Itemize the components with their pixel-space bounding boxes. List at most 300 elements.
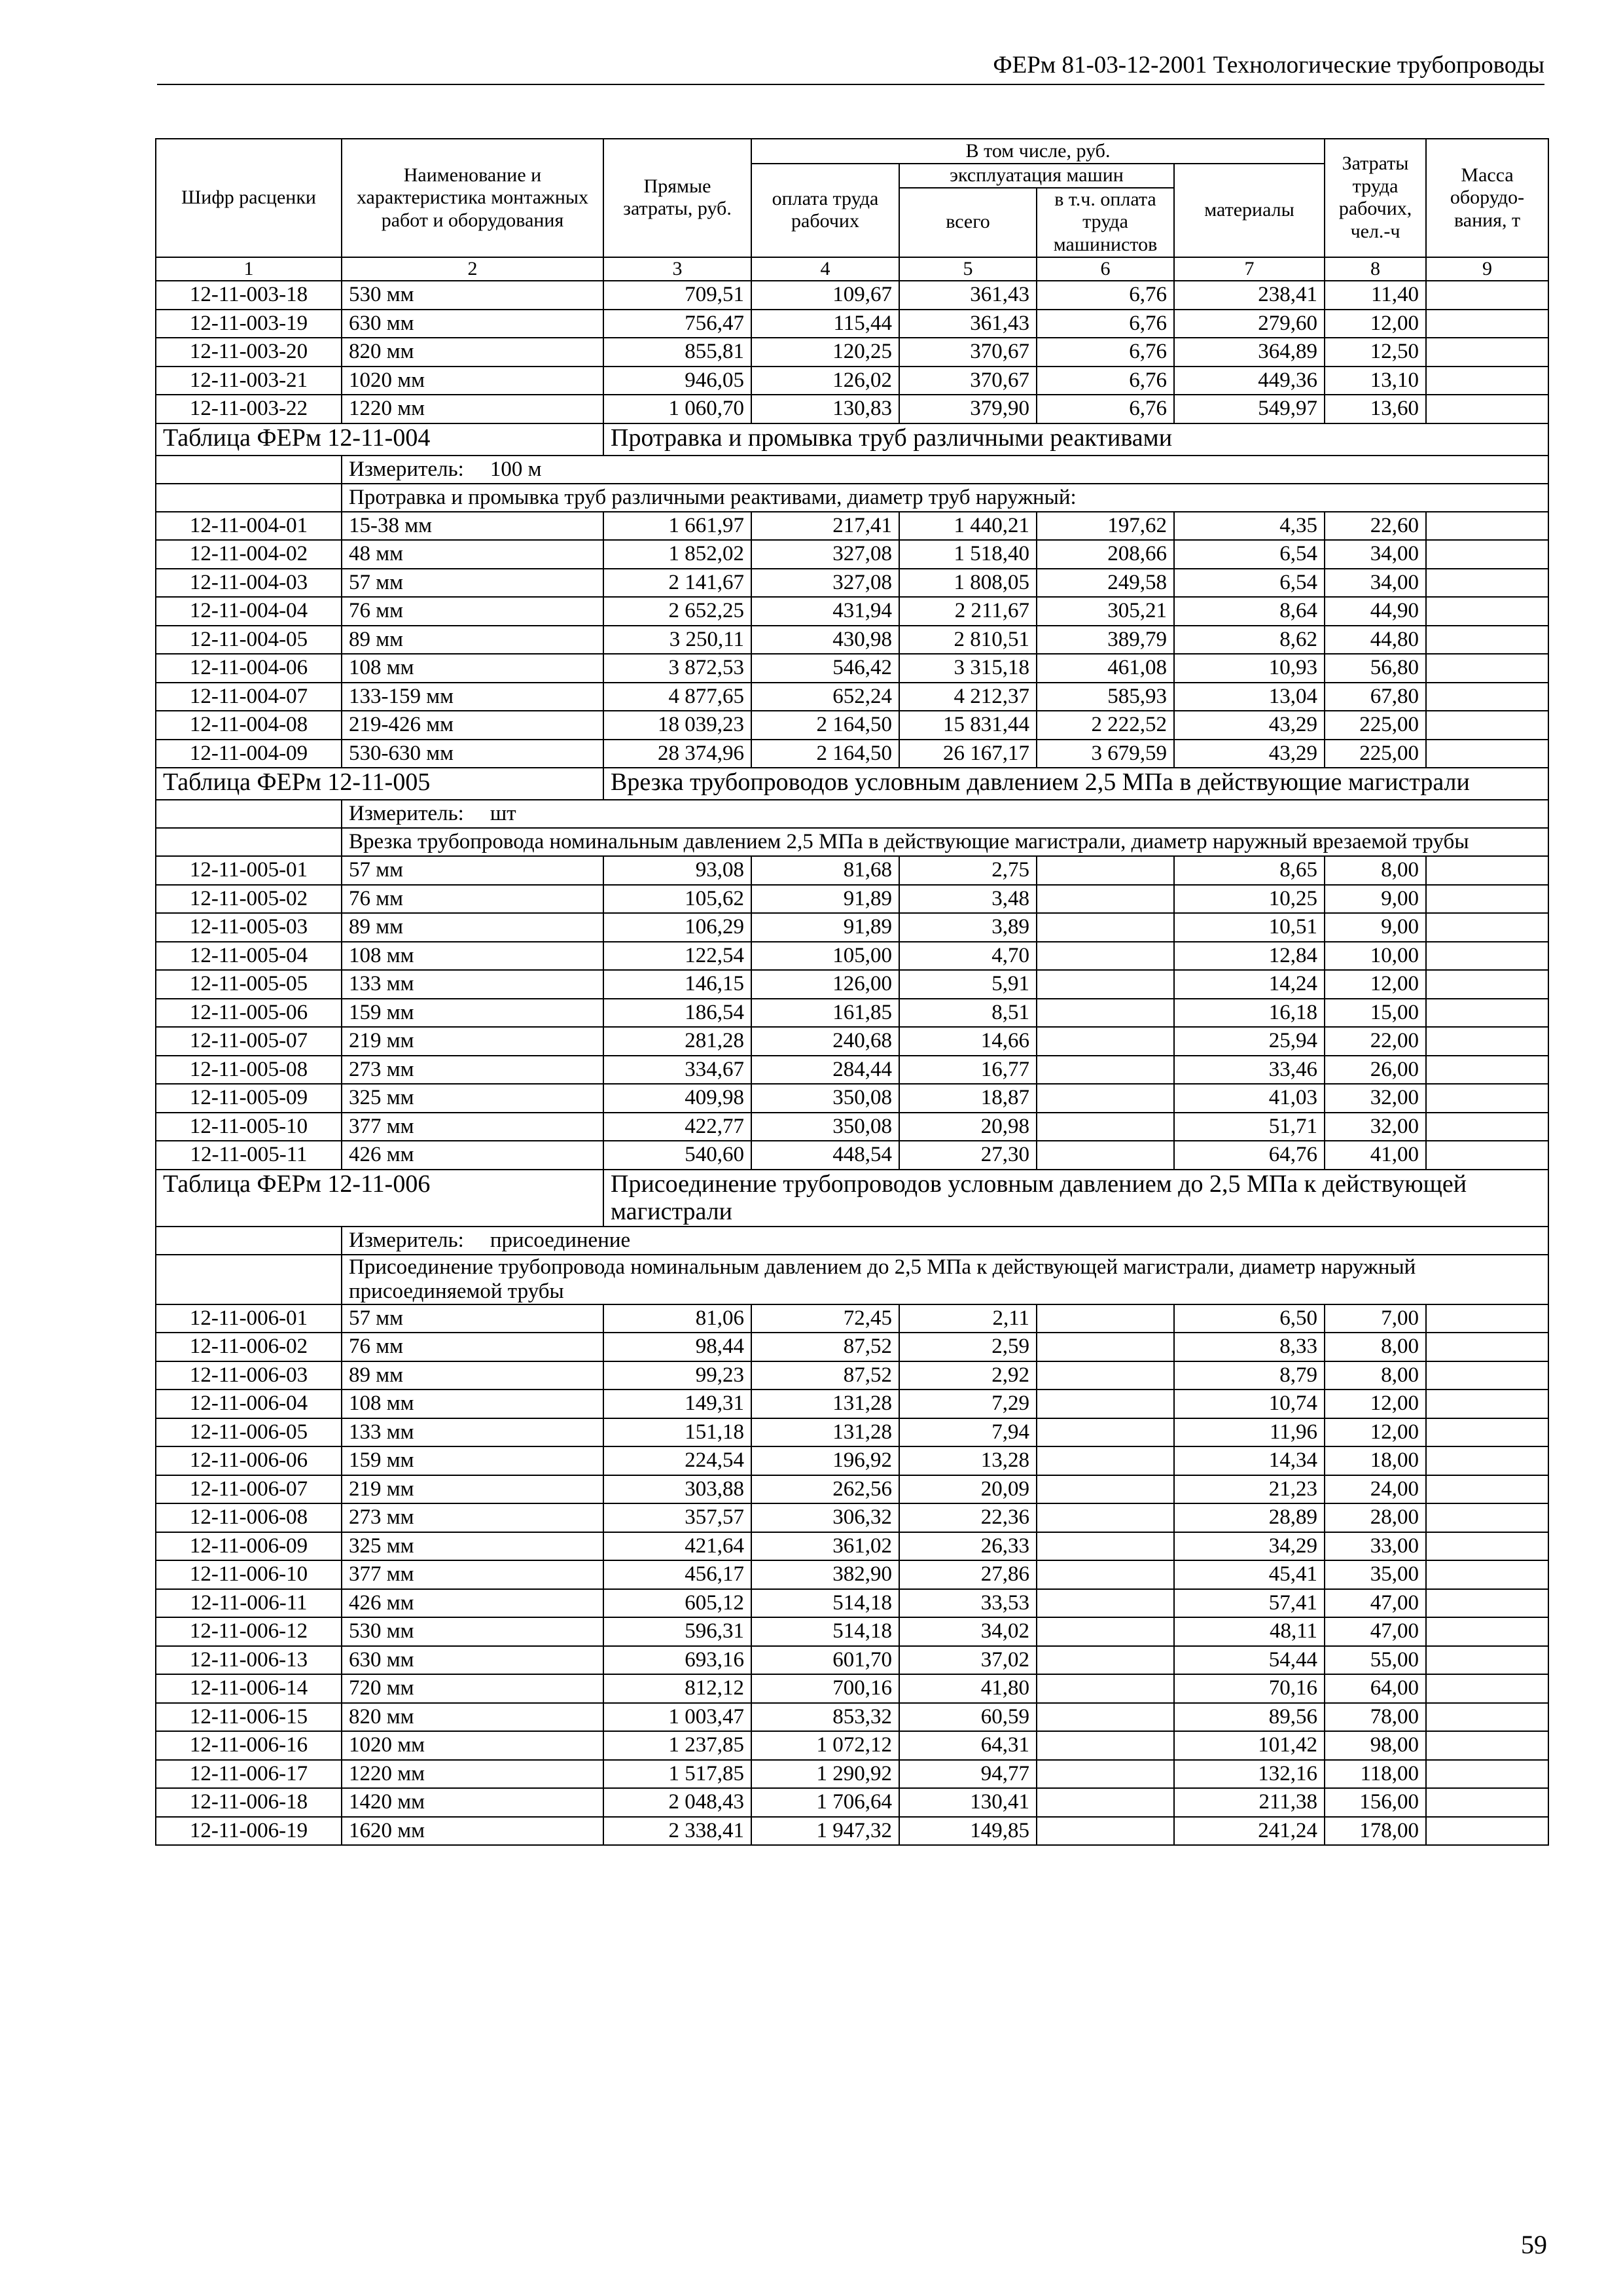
col-labor-cost-header: Затраты труда рабочих, чел.-ч [1325, 139, 1426, 257]
cell-name: 57 мм [342, 569, 603, 598]
cell-machinists [1037, 1141, 1174, 1170]
cell-total: 60,59 [899, 1703, 1037, 1732]
table-row [156, 1141, 1548, 1170]
cell-machinists [1037, 970, 1174, 999]
cell-materials: 211,38 [1174, 1788, 1325, 1817]
cell-code: 12-11-003-20 [156, 338, 342, 367]
cell-machinists [1037, 999, 1174, 1028]
cell-code: 12-11-005-02 [156, 885, 342, 914]
cell-labor: 105,00 [751, 942, 899, 971]
cell-mass [1426, 885, 1548, 914]
cell-direct: 146,15 [603, 970, 751, 999]
cell-materials: 6,54 [1174, 569, 1325, 598]
cell-mass [1426, 1056, 1548, 1085]
cell-machinists [1037, 1646, 1174, 1675]
cell-materials: 43,29 [1174, 740, 1325, 768]
cell-hours: 12,00 [1325, 970, 1426, 999]
description-text: Врезка трубопровода номинальным давлением 2,5 МПа в действующие магистрали, диаметр наружный врезаемой трубы [342, 828, 1548, 856]
cell-name: 273 мм [342, 1056, 603, 1085]
cell-hours: 15,00 [1325, 999, 1426, 1028]
cell-machinists: 6,76 [1037, 338, 1174, 367]
cell-hours: 225,00 [1325, 711, 1426, 740]
section-measure [156, 456, 1548, 484]
column-number: 8 [1325, 257, 1426, 281]
cell-direct: 281,28 [603, 1027, 751, 1056]
cell-hours: 12,50 [1325, 338, 1426, 367]
cell-total: 64,31 [899, 1731, 1037, 1760]
cell-name: 219 мм [342, 1027, 603, 1056]
cell-machinists [1037, 1760, 1174, 1789]
cell-hours: 32,00 [1325, 1084, 1426, 1113]
measure-spacer [156, 456, 342, 484]
cell-total: 7,94 [899, 1418, 1037, 1447]
cell-materials: 21,23 [1174, 1475, 1325, 1504]
cell-total: 4 212,37 [899, 683, 1037, 711]
cell-mass [1426, 395, 1548, 423]
cell-mass [1426, 970, 1548, 999]
measure-value: шт [490, 802, 516, 826]
col-direct-header: Прямые затраты, руб. [603, 139, 751, 257]
cell-machinists [1037, 1589, 1174, 1618]
table-row [156, 310, 1548, 338]
table-row [156, 1333, 1548, 1361]
cell-direct: 1 661,97 [603, 512, 751, 541]
cell-labor: 126,00 [751, 970, 899, 999]
cell-hours: 22,00 [1325, 1027, 1426, 1056]
table-row [156, 654, 1548, 683]
cell-labor: 262,56 [751, 1475, 899, 1504]
cell-labor: 1 947,32 [751, 1817, 899, 1846]
table-row [156, 1361, 1548, 1390]
cell-name: 15-38 мм [342, 512, 603, 541]
cell-direct: 18 039,23 [603, 711, 751, 740]
table-row [156, 395, 1548, 423]
section-measure [156, 1227, 1548, 1255]
cell-mass [1426, 1617, 1548, 1646]
cell-machinists [1037, 1446, 1174, 1475]
cell-name: 48 мм [342, 540, 603, 569]
cell-hours: 8,00 [1325, 1333, 1426, 1361]
cell-materials: 10,93 [1174, 654, 1325, 683]
cell-labor: 514,18 [751, 1589, 899, 1618]
measure-cell [342, 800, 1548, 828]
cell-machinists: 249,58 [1037, 569, 1174, 598]
cell-total: 361,43 [899, 310, 1037, 338]
cell-labor: 217,41 [751, 512, 899, 541]
page-number: 59 [1521, 2230, 1547, 2259]
cell-direct: 605,12 [603, 1589, 751, 1618]
section-title: Присоединение трубопроводов условным давлением до 2,5 МПа к действующей магистрали [603, 1170, 1548, 1227]
cell-name: 108 мм [342, 942, 603, 971]
table-row [156, 740, 1548, 768]
cell-code: 12-11-006-09 [156, 1532, 342, 1561]
cell-name: 219 мм [342, 1475, 603, 1504]
cell-hours: 7,00 [1325, 1304, 1426, 1333]
cell-name: 1020 мм [342, 367, 603, 395]
cell-mass [1426, 1361, 1548, 1390]
cell-name: 133-159 мм [342, 683, 603, 711]
cell-total: 16,77 [899, 1056, 1037, 1085]
cell-mass [1426, 999, 1548, 1028]
table-row [156, 970, 1548, 999]
section-code: Таблица ФЕРм 12-11-005 [156, 768, 603, 800]
cell-hours: 12,00 [1325, 310, 1426, 338]
cell-direct: 106,29 [603, 913, 751, 942]
description-spacer [156, 1255, 342, 1304]
cell-materials: 48,11 [1174, 1617, 1325, 1646]
cell-materials: 132,16 [1174, 1760, 1325, 1789]
cell-hours: 44,80 [1325, 626, 1426, 655]
cell-total: 27,30 [899, 1141, 1037, 1170]
cell-name: 133 мм [342, 1418, 603, 1447]
cell-direct: 756,47 [603, 310, 751, 338]
cell-total: 1 518,40 [899, 540, 1037, 569]
cell-labor: 361,02 [751, 1532, 899, 1561]
cell-machinists: 305,21 [1037, 597, 1174, 626]
table-row [156, 1788, 1548, 1817]
cell-mass [1426, 1084, 1548, 1113]
section-description [156, 484, 1548, 512]
cell-name: 530-630 мм [342, 740, 603, 768]
cell-hours: 64,00 [1325, 1674, 1426, 1703]
cell-labor: 131,28 [751, 1418, 899, 1447]
cell-name: 530 мм [342, 281, 603, 310]
measure-value: присоединение [490, 1228, 631, 1252]
cell-labor: 284,44 [751, 1056, 899, 1085]
cell-name: 630 мм [342, 310, 603, 338]
measure-spacer [156, 1227, 342, 1255]
cell-direct: 1 060,70 [603, 395, 751, 423]
table-row [156, 885, 1548, 914]
cell-mass [1426, 540, 1548, 569]
cell-code: 12-11-006-07 [156, 1475, 342, 1504]
cell-materials: 33,46 [1174, 1056, 1325, 1085]
cell-code: 12-11-004-06 [156, 654, 342, 683]
cell-mass [1426, 913, 1548, 942]
cell-total: 8,51 [899, 999, 1037, 1028]
column-number: 3 [603, 257, 751, 281]
cell-direct: 540,60 [603, 1141, 751, 1170]
cell-code: 12-11-006-18 [156, 1788, 342, 1817]
cell-materials: 8,65 [1174, 856, 1325, 885]
table-row [156, 1113, 1548, 1141]
cell-labor: 448,54 [751, 1141, 899, 1170]
cell-materials: 8,33 [1174, 1333, 1325, 1361]
cell-direct: 28 374,96 [603, 740, 751, 768]
table-header [156, 139, 1548, 281]
column-number: 2 [342, 257, 603, 281]
cell-mass [1426, 1532, 1548, 1561]
cell-total: 2,92 [899, 1361, 1037, 1390]
cell-hours: 56,80 [1325, 654, 1426, 683]
cell-code: 12-11-005-08 [156, 1056, 342, 1085]
table-row [156, 1560, 1548, 1589]
cell-hours: 178,00 [1325, 1817, 1426, 1846]
cell-direct: 2 048,43 [603, 1788, 751, 1817]
col-mass-header: Масса оборудо-вания, т [1426, 139, 1548, 257]
cell-total: 5,91 [899, 970, 1037, 999]
cell-code: 12-11-006-08 [156, 1503, 342, 1532]
cell-machinists [1037, 1731, 1174, 1760]
cell-direct: 357,57 [603, 1503, 751, 1532]
column-numbers-row [156, 257, 1548, 281]
cell-hours: 9,00 [1325, 913, 1426, 942]
cell-name: 1220 мм [342, 1760, 603, 1789]
cell-code: 12-11-005-11 [156, 1141, 342, 1170]
cell-direct: 122,54 [603, 942, 751, 971]
cell-hours: 47,00 [1325, 1617, 1426, 1646]
cell-machinists [1037, 913, 1174, 942]
cell-name: 89 мм [342, 626, 603, 655]
cell-hours: 12,00 [1325, 1418, 1426, 1447]
cell-total: 2,11 [899, 1304, 1037, 1333]
column-number: 7 [1174, 257, 1325, 281]
cell-code: 12-11-006-03 [156, 1361, 342, 1390]
cell-machinists [1037, 856, 1174, 885]
cell-code: 12-11-006-15 [156, 1703, 342, 1732]
cell-labor: 240,68 [751, 1027, 899, 1056]
cell-direct: 1 237,85 [603, 1731, 751, 1760]
cell-direct: 2 652,25 [603, 597, 751, 626]
column-number: 6 [1037, 257, 1174, 281]
cell-hours: 78,00 [1325, 1703, 1426, 1732]
cell-materials: 549,97 [1174, 395, 1325, 423]
cell-total: 20,09 [899, 1475, 1037, 1504]
cell-machinists [1037, 1703, 1174, 1732]
table-row [156, 367, 1548, 395]
cell-labor: 1 072,12 [751, 1731, 899, 1760]
section-title: Протравка и промывка труб различными реактивами [603, 423, 1548, 456]
cell-labor: 2 164,50 [751, 711, 899, 740]
cell-name: 219-426 мм [342, 711, 603, 740]
cell-name: 159 мм [342, 999, 603, 1028]
cell-direct: 81,06 [603, 1304, 751, 1333]
cell-mass [1426, 310, 1548, 338]
cell-hours: 41,00 [1325, 1141, 1426, 1170]
cell-materials: 101,42 [1174, 1731, 1325, 1760]
cell-name: 720 мм [342, 1674, 603, 1703]
table-row [156, 1418, 1548, 1447]
column-number: 4 [751, 257, 899, 281]
cell-total: 18,87 [899, 1084, 1037, 1113]
description-spacer [156, 484, 342, 512]
cell-direct: 93,08 [603, 856, 751, 885]
cell-machinists: 197,62 [1037, 512, 1174, 541]
cell-code: 12-11-006-01 [156, 1304, 342, 1333]
cell-materials: 8,79 [1174, 1361, 1325, 1390]
cell-hours: 8,00 [1325, 1361, 1426, 1390]
cell-labor: 853,32 [751, 1703, 899, 1732]
cell-direct: 4 877,65 [603, 683, 751, 711]
cell-hours: 225,00 [1325, 740, 1426, 768]
cell-mass [1426, 512, 1548, 541]
cell-mass [1426, 1141, 1548, 1170]
cell-total: 370,67 [899, 367, 1037, 395]
table-row [156, 1390, 1548, 1418]
cell-code: 12-11-006-16 [156, 1731, 342, 1760]
cell-machinists [1037, 1390, 1174, 1418]
table-row [156, 1817, 1548, 1846]
cell-hours: 13,10 [1325, 367, 1426, 395]
cell-labor: 350,08 [751, 1084, 899, 1113]
cell-materials: 54,44 [1174, 1646, 1325, 1675]
cell-total: 2,59 [899, 1333, 1037, 1361]
cell-materials: 34,29 [1174, 1532, 1325, 1561]
cell-materials: 89,56 [1174, 1703, 1325, 1732]
cell-code: 12-11-005-06 [156, 999, 342, 1028]
cell-machinists [1037, 1113, 1174, 1141]
cell-hours: 22,60 [1325, 512, 1426, 541]
cell-mass [1426, 1674, 1548, 1703]
cell-mass [1426, 1760, 1548, 1789]
cell-hours: 32,00 [1325, 1113, 1426, 1141]
table-row [156, 1760, 1548, 1789]
table-row [156, 569, 1548, 598]
cell-mass [1426, 654, 1548, 683]
cell-mass [1426, 942, 1548, 971]
cell-name: 1420 мм [342, 1788, 603, 1817]
cell-mass [1426, 1589, 1548, 1618]
table-row [156, 711, 1548, 740]
cell-mass [1426, 1703, 1548, 1732]
cell-machinists [1037, 1788, 1174, 1817]
cell-materials: 6,54 [1174, 540, 1325, 569]
table-row [156, 1503, 1548, 1532]
table-row [156, 1056, 1548, 1085]
cell-code: 12-11-006-10 [156, 1560, 342, 1589]
cell-machinists [1037, 1617, 1174, 1646]
table-row [156, 999, 1548, 1028]
cell-machinists [1037, 1361, 1174, 1390]
cell-code: 12-11-003-22 [156, 395, 342, 423]
cell-machinists [1037, 1027, 1174, 1056]
cell-labor: 109,67 [751, 281, 899, 310]
table-row [156, 338, 1548, 367]
cell-mass [1426, 1646, 1548, 1675]
cell-total: 3,48 [899, 885, 1037, 914]
cell-total: 2 211,67 [899, 597, 1037, 626]
cell-name: 1020 мм [342, 1731, 603, 1760]
cell-direct: 105,62 [603, 885, 751, 914]
cell-materials: 238,41 [1174, 281, 1325, 310]
cell-materials: 25,94 [1174, 1027, 1325, 1056]
cell-code: 12-11-003-21 [156, 367, 342, 395]
cell-name: 630 мм [342, 1646, 603, 1675]
cell-code: 12-11-004-03 [156, 569, 342, 598]
cell-direct: 596,31 [603, 1617, 751, 1646]
cell-machinists [1037, 1084, 1174, 1113]
cell-mass [1426, 711, 1548, 740]
cell-name: 530 мм [342, 1617, 603, 1646]
cell-hours: 9,00 [1325, 885, 1426, 914]
cell-labor: 1 290,92 [751, 1760, 899, 1789]
col-including-header: В том числе, руб. [751, 139, 1325, 164]
table-row [156, 1703, 1548, 1732]
cell-materials: 364,89 [1174, 338, 1325, 367]
cell-materials: 279,60 [1174, 310, 1325, 338]
table-row [156, 942, 1548, 971]
cell-total: 26,33 [899, 1532, 1037, 1561]
measure-cell [342, 456, 1548, 484]
cell-code: 12-11-006-19 [156, 1817, 342, 1846]
cell-materials: 51,71 [1174, 1113, 1325, 1141]
cell-mass [1426, 1304, 1548, 1333]
cell-machinists [1037, 1560, 1174, 1589]
cell-direct: 1 852,02 [603, 540, 751, 569]
cell-name: 108 мм [342, 654, 603, 683]
cell-materials: 10,51 [1174, 913, 1325, 942]
cell-code: 12-11-005-03 [156, 913, 342, 942]
table-row [156, 1084, 1548, 1113]
cell-machinists: 6,76 [1037, 281, 1174, 310]
cell-mass [1426, 1113, 1548, 1141]
cell-labor: 327,08 [751, 540, 899, 569]
cell-mass [1426, 1446, 1548, 1475]
cell-code: 12-11-005-04 [156, 942, 342, 971]
cell-code: 12-11-006-14 [156, 1674, 342, 1703]
cell-materials: 28,89 [1174, 1503, 1325, 1532]
cell-direct: 98,44 [603, 1333, 751, 1361]
cell-mass [1426, 1390, 1548, 1418]
table-row [156, 1304, 1548, 1333]
cell-total: 1 440,21 [899, 512, 1037, 541]
cell-total: 26 167,17 [899, 740, 1037, 768]
cell-name: 1220 мм [342, 395, 603, 423]
cell-code: 12-11-006-05 [156, 1418, 342, 1447]
cell-hours: 18,00 [1325, 1446, 1426, 1475]
cell-code: 12-11-004-02 [156, 540, 342, 569]
section-code: Таблица ФЕРм 12-11-004 [156, 423, 603, 456]
cell-code: 12-11-005-01 [156, 856, 342, 885]
cell-name: 820 мм [342, 1703, 603, 1732]
cell-labor: 350,08 [751, 1113, 899, 1141]
measure-label: Измеритель: [349, 1228, 464, 1252]
cell-machinists: 6,76 [1037, 310, 1174, 338]
cell-direct: 1 003,47 [603, 1703, 751, 1732]
cell-materials: 8,62 [1174, 626, 1325, 655]
cell-labor: 196,92 [751, 1446, 899, 1475]
cell-code: 12-11-003-18 [156, 281, 342, 310]
cell-machinists: 585,93 [1037, 683, 1174, 711]
cell-code: 12-11-005-10 [156, 1113, 342, 1141]
cell-labor: 2 164,50 [751, 740, 899, 768]
cell-code: 12-11-005-09 [156, 1084, 342, 1113]
cell-mass [1426, 1027, 1548, 1056]
table-body [156, 281, 1548, 1845]
cell-machinists [1037, 1503, 1174, 1532]
cell-code: 12-11-006-04 [156, 1390, 342, 1418]
cell-code: 12-11-006-11 [156, 1589, 342, 1618]
cell-mass [1426, 856, 1548, 885]
cell-materials: 8,64 [1174, 597, 1325, 626]
cell-total: 41,80 [899, 1674, 1037, 1703]
cell-materials: 16,18 [1174, 999, 1325, 1028]
cell-code: 12-11-004-01 [156, 512, 342, 541]
cell-name: 76 мм [342, 885, 603, 914]
section-title: Врезка трубопроводов условным давлением 2,5 МПа в действующие магистрали [603, 768, 1548, 800]
cell-materials: 70,16 [1174, 1674, 1325, 1703]
cell-mass [1426, 338, 1548, 367]
cell-code: 12-11-006-13 [156, 1646, 342, 1675]
cell-total: 22,36 [899, 1503, 1037, 1532]
cell-labor: 1 706,64 [751, 1788, 899, 1817]
cell-hours: 24,00 [1325, 1475, 1426, 1504]
column-number: 1 [156, 257, 342, 281]
cell-hours: 55,00 [1325, 1646, 1426, 1675]
cell-materials: 10,25 [1174, 885, 1325, 914]
cell-machinists [1037, 1674, 1174, 1703]
cell-name: 159 мм [342, 1446, 603, 1475]
